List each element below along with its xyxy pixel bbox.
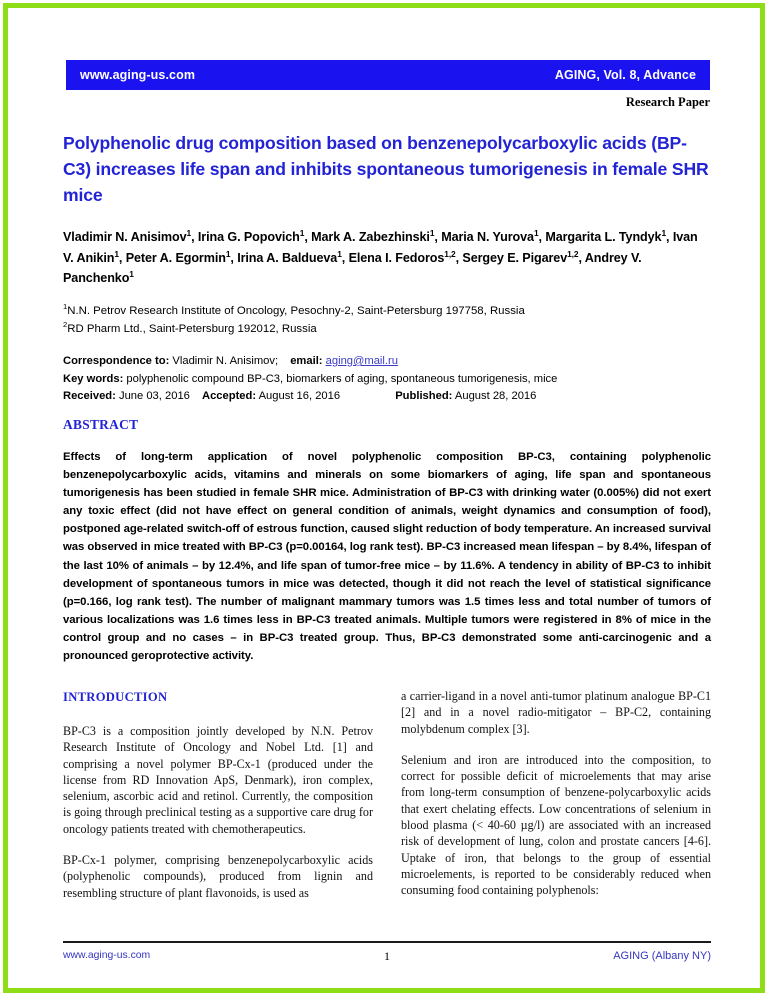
- metadata-block: [63, 353, 711, 406]
- affiliation-marker: 1: [63, 302, 68, 312]
- correspondence-label: Correspondence to:: [63, 355, 170, 367]
- abstract-text: Effects of long-term application of novel polyphenolic composition BP-C3, containing polyphenolic benzenepolycarboxylic acids, vitamins and minerals on some biomarkers of aging, life span and spontaneous tumorigenesis has been studied in female SHR mice. Administration of BP-C3 with drinking water (0.005%) did not exert any toxic effect (did not have effect on general condition of animals, weight dynamics and consumption of food), postponed age-related switch-off of estrous function, caused slight reduction of body temperature. An increased survival was observed in mice treated with BP-C3 (p=0.00164, log rank test). BP-C3 increased mean lifespan – by 8.4%, lifespan of the last 10% of animals – by 12.4%, and life span of tumor-free mice – by 11.6%. A tendency in ability of BP-C3 to inhibit development of spontaneous tumors in mice was detected, though it did not reach the level of statistical significance (p=0.166, log rank test). The number of malignant mammary tumors was 1.5 times less and total number of tumors of various localizations was 1.6 times less in BP-C3 treated animals. Multiple tumors were registered in 8% of mice in the control group and no cases – in BP-C3 treated group. Thus, BP-C3 demonstrated some anti-carcinogenic and a pronounced geroprotective activity.: [63, 451, 711, 663]
- dates-line: [63, 388, 711, 406]
- received-date: June 03, 2016: [118, 390, 190, 403]
- paragraph: a carrier-ligand in a novel anti-tumor platinum analogue BP-C1 [2] and in a novel radio-mitigator – BP-C2, containing molybdenum complex [3].: [401, 689, 711, 736]
- correspondence-name: Vladimir N. Anisimov;: [172, 355, 279, 367]
- published-label: Published:: [395, 390, 453, 403]
- received-label: Received:: [63, 390, 116, 403]
- affiliation-marker: 2: [63, 320, 68, 330]
- footer-divider: [63, 941, 711, 943]
- correspondence-email-link[interactable]: aging@mail.ru: [325, 355, 398, 367]
- paragraph: BP-Cx-1 polymer, comprising benzenepolycarboxylic acids (polyphenolic compounds), produced from lignin and resembling structure of plant flavonoids, is used as: [63, 853, 373, 900]
- page-footer: [63, 950, 711, 966]
- correspondence-line: [63, 353, 711, 371]
- keywords-label: Key words:: [63, 372, 124, 385]
- accepted-date: August 16, 2016: [258, 390, 341, 403]
- footer-website[interactable]: www.aging-us.com: [63, 950, 151, 961]
- paragraph: Selenium and iron are introduced into the composition, to correct for possible deficit of microelements that may arise from long-term consumption of benzene-polycarboxylic acids that exert chelating effects. Low concentrations of selenium in blood plasma (< 40-60 µg/l) are associated with an increased risk of development of lung, colon and prostate cancers [4-6]. Uptake of iron, that belongs to the group of essential microelements, is reported to be considerably reduced when consuming food containing polyphenols:: [401, 752, 711, 898]
- article-type-label: Research Paper: [625, 95, 710, 109]
- footer-page-number: 1: [384, 949, 390, 963]
- affiliation-item: [63, 302, 711, 320]
- affiliation-list: [63, 302, 711, 338]
- header-website: www.aging-us.com: [80, 68, 196, 82]
- published-date: August 28, 2016: [454, 390, 537, 403]
- body-columns: [63, 688, 711, 916]
- accepted-label: Accepted:: [202, 390, 257, 403]
- keywords-value: polyphenolic compound BP-C3, biomarkers of aging, spontaneous tumorigenesis, mice: [126, 372, 558, 385]
- author-list: Vladimir N. Anisimov$^1$, Irina G. Popovich$^1$, Mark A. Zabezhinski$^1$, Maria N. Yurova$^1$, Margarita L. Tyndyk$^1$, Ivan V. Anikin$^1$, Peter A. Egormin$^1$, Irina A. Baldueva$^1$, Elena I. Fedoros$^{1,2}$, Sergey E. Pigarev$^{1,2}$, Andrey V. Panchenko$^1$: [63, 227, 698, 285]
- header-journal-info: AGING, Vol. 8, Advance: [554, 68, 696, 82]
- column-left: [63, 688, 373, 901]
- journal-header-bar: [66, 60, 710, 90]
- affiliation-text: RD Pharm Ltd., Saint-Petersburg 192012, Russia: [67, 323, 317, 335]
- paragraph: BP-C3 is a composition jointly developed by N.N. Petrov Research Institute of Oncology and Nobel Ltd. [1] and comprising a novel polymer BP-Cx-1 (produced under the license from RD Innovation ApS, Denmark), iron complex, selenium, ascorbic acid and retinol. Currently, the composition is going through preclinical testing as a supportive care drug for oncology patients treated with chemotherapeutics.: [63, 724, 373, 836]
- introduction-heading: INTRODUCTION: [63, 690, 168, 704]
- affiliation-text: N.N. Petrov Research Institute of Oncology, Pesochny-2, Saint-Petersburg 197758, Russia: [67, 305, 525, 317]
- keywords-line: [63, 371, 711, 389]
- abstract-heading: ABSTRACT: [63, 417, 139, 432]
- affiliation-item: [63, 320, 711, 338]
- email-label: email:: [290, 355, 323, 367]
- page-title: Polyphenolic drug composition based on benzenepolycarboxylic acids (BP-C3) increases life span and inhibits spontaneous tumorigenesis in female SHR mice: [63, 133, 709, 205]
- column-right: [401, 688, 711, 899]
- footer-journal-name: AGING (Albany NY): [613, 950, 711, 962]
